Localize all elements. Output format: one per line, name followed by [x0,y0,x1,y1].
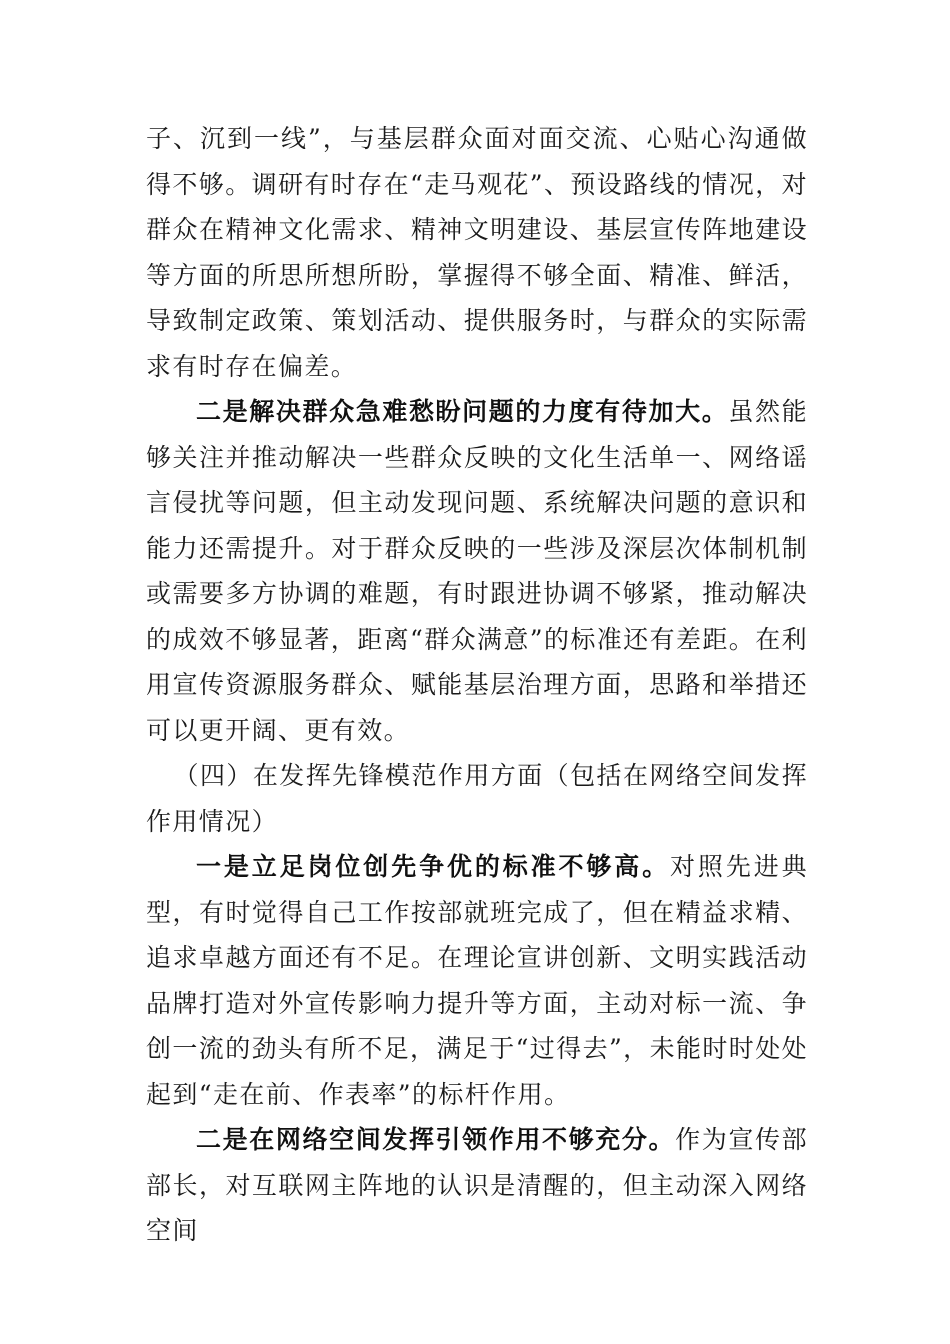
paragraph-text: 作为宣传部部长，对互联网主阵地的认识是清醒的，但主动深入网络空间 [146,1125,808,1245]
paragraph-lead-bold: 二是在网络空间发挥引领作用不够充分。 [196,1125,676,1154]
paragraph-text: 虽然能够关注并推动解决一些群众反映的文化生活单一、网络谣言侵扰等问题，但主动发现问题、系统解决问题的意识和能力还需提升。对于群众反映的一些涉及深层次体制机制或需要多方协调的难题，有时跟进协调不够紧，推动解决的成效不够显著，距离“群众满意”的标准还有差距。在利用宣传资源服务群众、赋能基层治理方面，思路和举措还可以更开阔、更有效。 [146,397,808,745]
paragraph-text: 子、沉到一线”，与基层群众面对面交流、心贴心沟通做得不够。调研有时存在“走马观花”、预设路线的情况，对群众在精神文化需求、精神文明建设、基层宣传阵地建设等方面的所思所想所盼，掌握得不够全面、精准、鲜活，导致制定政策、策划活动、提供服务时，与群众的实际需求有时存在偏差。 [146,124,808,381]
paragraph-lead-bold: 二是解决群众急难愁盼问题的力度有待加大。 [196,397,729,426]
paragraph-problem-one [146,844,808,1117]
paragraph-problem-two [146,389,808,753]
section-heading-text: （四）在发挥先锋模范作用方面（包括在网络空间发挥作用情况） [146,761,808,836]
paragraph-text: 对照先进典型，有时觉得自己工作按部就班完成了，但在精益求精、追求卓越方面还有不足。在理论宣讲创新、文明实践活动品牌打造对外宣传影响力提升等方面，主动对标一流、争创一流的劲头有所不足，满足于“过得去”，未能时时处处起到“走在前、作表率”的标杆作用。 [146,852,808,1109]
section-heading [146,753,808,844]
paragraph-problem-two-network [146,1117,808,1254]
paragraph-continued [146,116,808,389]
paragraph-lead-bold: 一是立足岗位创先争优的标准不够高。 [196,852,671,881]
document-body [146,116,808,1254]
